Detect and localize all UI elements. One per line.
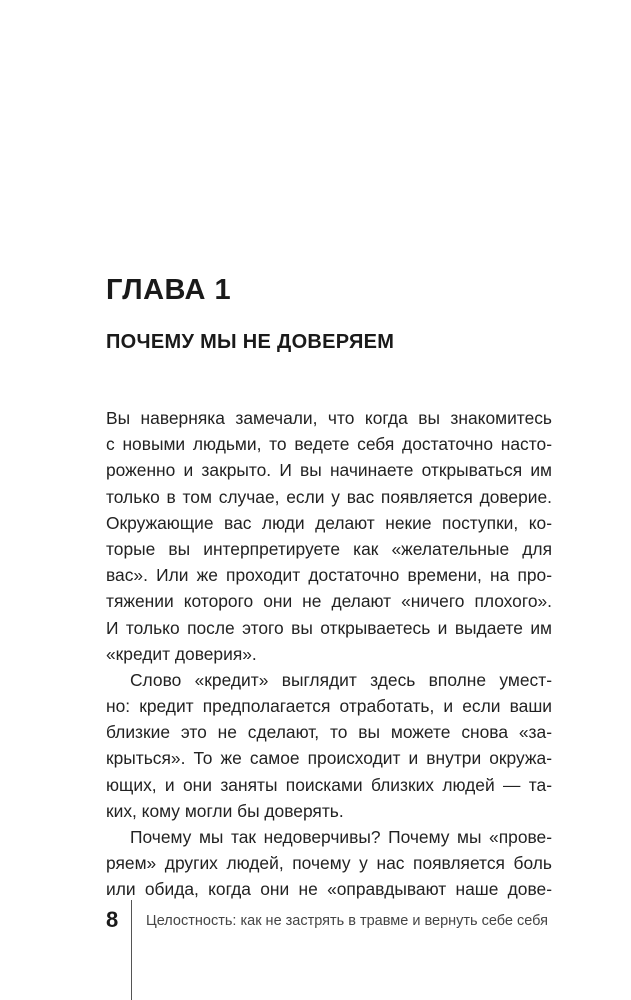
text-line: роженно и закрыто. И вы начинаете открываться им <box>106 460 552 481</box>
text-line: тяжении которого они не делают «ничего плохого». <box>106 591 552 612</box>
body-text <box>106 405 552 903</box>
text-line: «кредит доверия». <box>106 643 257 664</box>
text-line: И только после этого вы открываетесь и выдаете им <box>106 617 552 638</box>
chapter-title: ПОЧЕМУ МЫ НЕ ДОВЕРЯЕМ <box>106 331 395 353</box>
text-line: но: кредит предполагается отработать, и если ваши <box>106 696 552 717</box>
text-line: с новыми людьми, то ведете себя достаточно насто- <box>106 434 552 455</box>
text-line: ряем» других людей, почему у нас появляется боль <box>106 853 552 874</box>
text-line: или обида, когда они не «оправдывают наше дове- <box>106 879 552 900</box>
text-line: близкие это не сделают, то вы можете снова «за- <box>106 722 552 743</box>
running-title: Целостность: как не застрять в травме и вернуть себе себя <box>146 913 548 929</box>
text-line: вас». Или же проходит достаточно времени, на про- <box>106 565 552 586</box>
page-number: 8 <box>106 907 119 932</box>
footer-divider <box>131 900 132 1000</box>
text-line: Слово «кредит» выглядит здесь вполне умест- <box>130 669 552 690</box>
text-line: Окружающие вас люди делают некие поступки, ко- <box>106 512 552 533</box>
text-line: Вы наверняка замечали, что когда вы знакомитесь <box>106 408 552 428</box>
page-footer <box>0 900 631 1000</box>
text-line: Почему мы так недоверчивы? Почему мы «прове- <box>130 827 552 847</box>
text-line: торые вы интерпретируете как «желательные для <box>106 538 552 559</box>
text-line: крыться». То же самое происходит и внутри окружа- <box>106 748 552 769</box>
text-line: ющих, и они заняты поисками близких людей — та- <box>106 774 552 795</box>
text-line: только в том случае, если у вас появляется доверие. <box>106 486 552 507</box>
chapter-label: ГЛАВА 1 <box>106 274 232 306</box>
text-line: ких, кому могли бы доверять. <box>106 800 344 821</box>
